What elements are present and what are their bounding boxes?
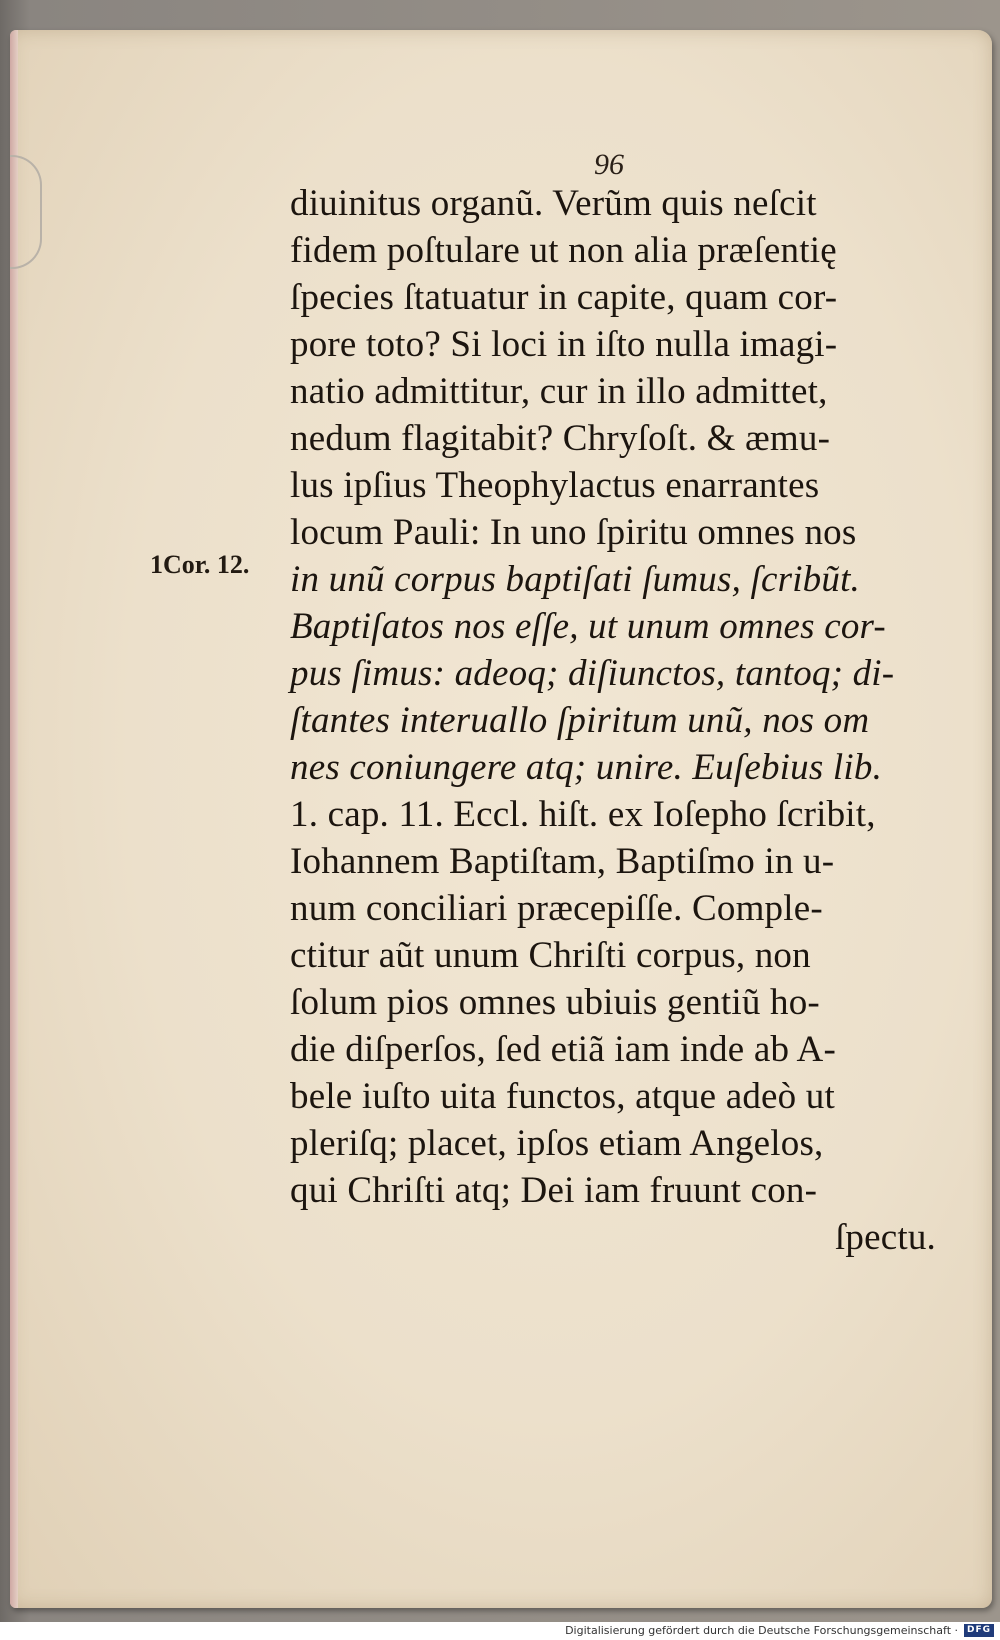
margin-note-reference: 1Cor. 12. — [150, 550, 250, 579]
text-line: lus ipſius Theophylactus enarrantes — [290, 465, 820, 506]
text-line: Iohannem Baptiſtam, Baptiſmo in u- — [290, 841, 835, 882]
text-line: nedum flagitabit? Chryſoſt. & æmu- — [290, 418, 831, 459]
text-line: die diſperſos, ſed etiã iam inde ab A- — [290, 1029, 836, 1070]
text-line: ſolum pios omnes ubiuis gentiũ ho- — [290, 982, 820, 1023]
text-line: 1. cap. 11. Eccl. hiſt. ex Ioſepho ſcribit, — [290, 794, 876, 835]
text-line-italic: Baptiſatos nos eſſe, ut unum omnes cor- — [290, 606, 886, 647]
text-line: qui Chriſti atq; Dei iam fruunt con- — [290, 1170, 818, 1211]
text-block — [290, 180, 950, 1261]
text-line: fidem poſtulare ut non alia præſentię — [290, 230, 837, 271]
text-line-italic: ſtantes interuallo ſpiritum unũ, nos om — [290, 700, 870, 741]
page-number: 96 — [594, 148, 624, 181]
text-line: bele iuſto uita functos, atque adeò ut — [290, 1076, 835, 1117]
paper-clip-mark — [10, 155, 42, 269]
text-line-italic: in unũ corpus baptiſati ſumus, ſcribũt. — [290, 559, 861, 600]
text-line: pleriſq; placet, ipſos etiam Angelos, — [290, 1123, 824, 1164]
text-line: natio admittitur, cur in illo admittet, — [290, 371, 828, 412]
text-line: locum Pauli: In uno ſpiritu omnes nos — [290, 512, 857, 553]
text-line: pore toto? Si loci in iſto nulla imagi- — [290, 324, 838, 365]
text-line: num conciliari præcepiſſe. Comple- — [290, 888, 823, 929]
text-line-catchword: ſpectu. — [834, 1217, 936, 1258]
text-line: ctitur aũt unum Chriſti corpus, non — [290, 935, 811, 976]
text-line: ſpecies ſtatuatur in capite, quam cor- — [290, 277, 838, 318]
text-line-italic: pus ſimus: adeoq; diſiunctos, tantoq; di- — [290, 653, 895, 694]
book-page — [10, 30, 992, 1608]
funding-credit: Digitalisierung gefördert durch die Deutsche Forschungsgemeinschaft · — [565, 1624, 958, 1637]
text-line: diuinitus organũ. Verũm quis neſcit — [290, 183, 817, 224]
dfg-logo-icon: DFG — [964, 1624, 994, 1637]
text-line-italic: nes coniungere atq; unire. Euſebius lib. — [290, 747, 883, 788]
